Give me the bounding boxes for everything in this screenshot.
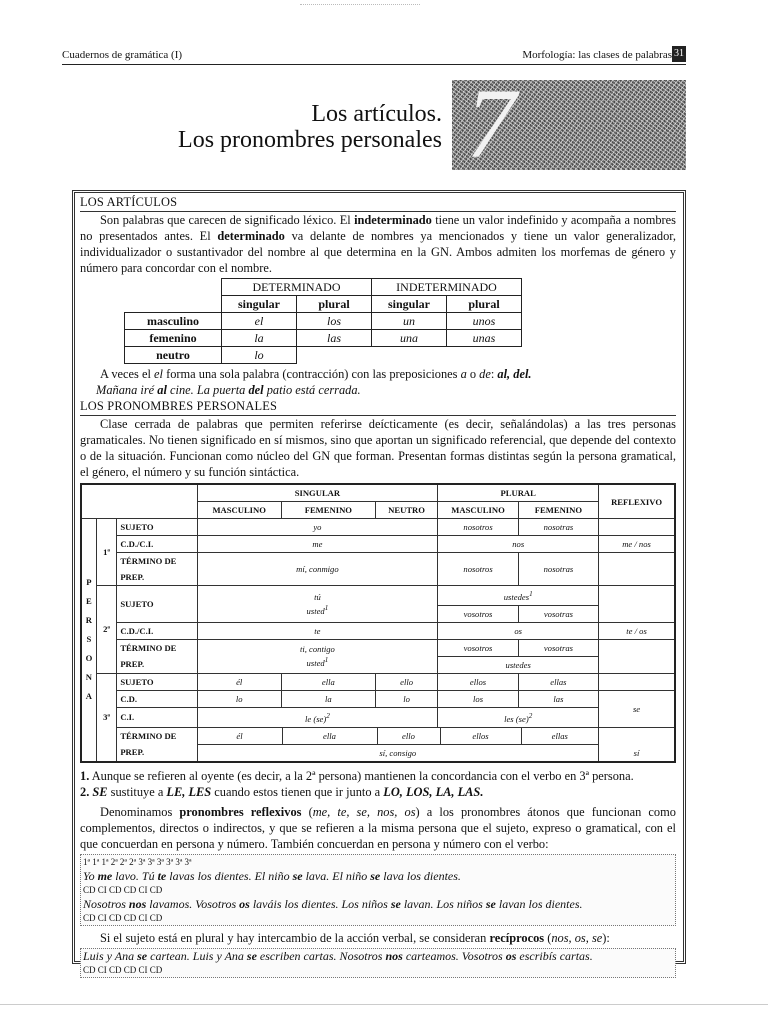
col-plural: PLURAL [438,484,599,502]
row-label: SUJETO [117,673,197,690]
row-label: masculino [125,313,222,330]
row-label: TÉRMINO DE PREP. [117,553,197,586]
table-cell: la [222,330,297,347]
col-plural: plural [447,296,522,313]
function-marks: CD CI CD CD CI CD [83,964,163,975]
persona-1: 1ª [96,519,117,586]
reflexive-examples [80,854,676,926]
col-neutro: NEUTRO [375,502,437,519]
contraction-note: A veces el el forma una sola palabra (contracción) con las preposiciones a o de: al, del. [100,367,532,381]
pronombres-paragraph: Clase cerrada de palabras que permiten referirse deícticamente (es decir, señalándolas) a las tres personas gramaticales. No tienen significado en sí mismos, sino que aportan un significado referencial, que depende del contexto o de la situación. Funcionan como núcleo del GN que forman. Presentan formas distintas según la persona gramatical, el género, el número y su función sintáctica. [80,417,676,479]
col-singular: singular [372,296,447,313]
section-heading-articulos: LOS ARTÍCULOS [80,195,178,209]
persona-3: 3ª [96,673,117,761]
row-label: C.D./C.I. [117,536,197,553]
bottom-rule [0,1004,768,1005]
note-1: 1. Aunque se refieren al oyente (es decir, a la 2ª persona) mantienen la concordancia con el verbo en 3ª persona. [80,768,634,783]
chapter-number-badge [452,80,686,170]
col-masculino: MASCULINO [438,502,518,519]
table-cell: un [372,313,447,330]
articles-table [124,278,522,364]
row-label: TÉRMINO DE PREP. [117,727,197,762]
note-2: 2. SE sustituye a LE, LES cuando estos tienen que ir junto a LO, LOS, LA, LAS. [80,784,484,799]
example-line: Nosotros nos lavamos. Vosotros os laváis los dientes. Los niños se lavan. Los niños se lavan los dientes. [83,896,583,911]
table-cell: los [297,313,372,330]
row-label: C.D./C.I. [117,622,197,639]
page-number: 31 [672,46,686,62]
row-label: SUJETO [117,586,197,623]
header-rule [62,64,686,65]
top-crop-mark [300,4,420,5]
person-marks: 1ª 1ª 1ª 2ª 2ª 2ª 3ª 3ª 3ª 3ª 3ª 3ª [83,856,192,867]
row-label: C.D. [117,690,197,707]
table-cell: las [297,330,372,347]
table-cell: unos [447,313,522,330]
table-cell: lo [222,347,297,364]
col-femenino: FEMENINO [518,502,598,519]
table-cell: unas [447,330,522,347]
col-masculino: MASCULINO [197,502,281,519]
table-cell: una [372,330,447,347]
reciprocal-examples [80,948,676,978]
table-row [125,313,522,330]
reflexivos-paragraph: Denominamos pronombres reflexivos (me, te, se, nos, os) a los pronombres átonos que funcionan como complementos, directos o indirectos, y que se refieren a la misma persona que el sujeto, expreso o gramatical, con el que concuerdan en persona y número. También concuerdan en persona y número con el verbo: [80,804,676,851]
contraction-example: Mañana iré al cine. La puerta del patio está cerrada. [96,383,361,397]
table-row [125,330,522,347]
col-femenino: FEMENINO [281,502,375,519]
col-reflexivo: REFLEXIVO [599,484,675,519]
row-label: SUJETO [117,519,197,536]
function-marks: CD CI CD CD CI CD [83,884,163,895]
content [80,194,676,978]
col-indeterminado: INDETERMINADO [372,279,522,296]
chapter-title-line2: Los pronombres personales [178,127,442,153]
row-label: neutro [125,347,222,364]
row-label: femenino [125,330,222,347]
col-singular: SINGULAR [197,484,438,502]
persona-2: 2ª [96,586,117,674]
example-line: Luis y Ana se cartean. Luis y Ana se escriben cartas. Nosotros nos carteamos. Vosotros os escribís cartas. [83,948,593,963]
row-label: C.I. [117,707,197,727]
function-marks: CD CI CD CD CI CD [83,912,163,923]
pronouns-table: SINGULAR PLURAL REFLEXIVO MASCULINO FEMENINO NEUTRO MASCULINO FEMENINO P E R S O N A 1ª SUJETO yo nosotros nosotras C.D./C.I. me nos me / nos TÉRMINO DE PREP. mí, conmigo nosotros nosotras 2ª SUJETO tú usted$^1$ ustedes$^1$ vosotros vosotras C.D./C.I. te os te / os TÉRMINO DE PREP. ti, contigo usted$^1$ vosotros vosotras ustedes 3ª SUJETO él ella ello ellos ellas C.D. lo la lo los las se C.I. le (se)$^2$ les (se)$^2$ TÉRMINO DE PREP. él ella ello ellos ellas sí, consigo sí [80,483,676,763]
chapter-number: 7 [466,80,516,170]
col-singular: singular [222,296,297,313]
table-row [125,347,522,364]
section-heading-pronombres: LOS PRONOMBRES PERSONALES [80,399,278,413]
header-section-title: Morfología: las clases de palabras [522,49,672,61]
articulos-paragraph: Son palabras que carecen de significado léxico. El indeterminado tiene un valor indefinido y acompaña a nombres no presentados antes. El determinado va delante de nombres ya mencionados y tiene un valor generalizador, individualizador o sustantivador del nombre al que determina en la GN. Ambos admiten los morfemas de género y número para concordar con el nombre. [80,213,677,275]
table-cell: el [222,313,297,330]
reciprocos-paragraph: Si el sujeto está en plural y hay intercambio de la acción verbal, se consideran recíprocos (nos, os, se): [100,930,610,945]
header-book-title: Cuadernos de gramática (I) [62,49,183,61]
chapter-title-line1: Los artículos. [311,101,442,127]
row-label: TÉRMINO DE PREP. [117,639,197,673]
col-determinado: DETERMINADO [222,279,372,296]
example-line: Yo me lavo. Tú te lavas los dientes. El niño se lava. El niño se lava los dientes. [83,868,461,883]
persona-vertical-label: P E R S O N A [81,519,96,762]
col-plural: plural [297,296,372,313]
